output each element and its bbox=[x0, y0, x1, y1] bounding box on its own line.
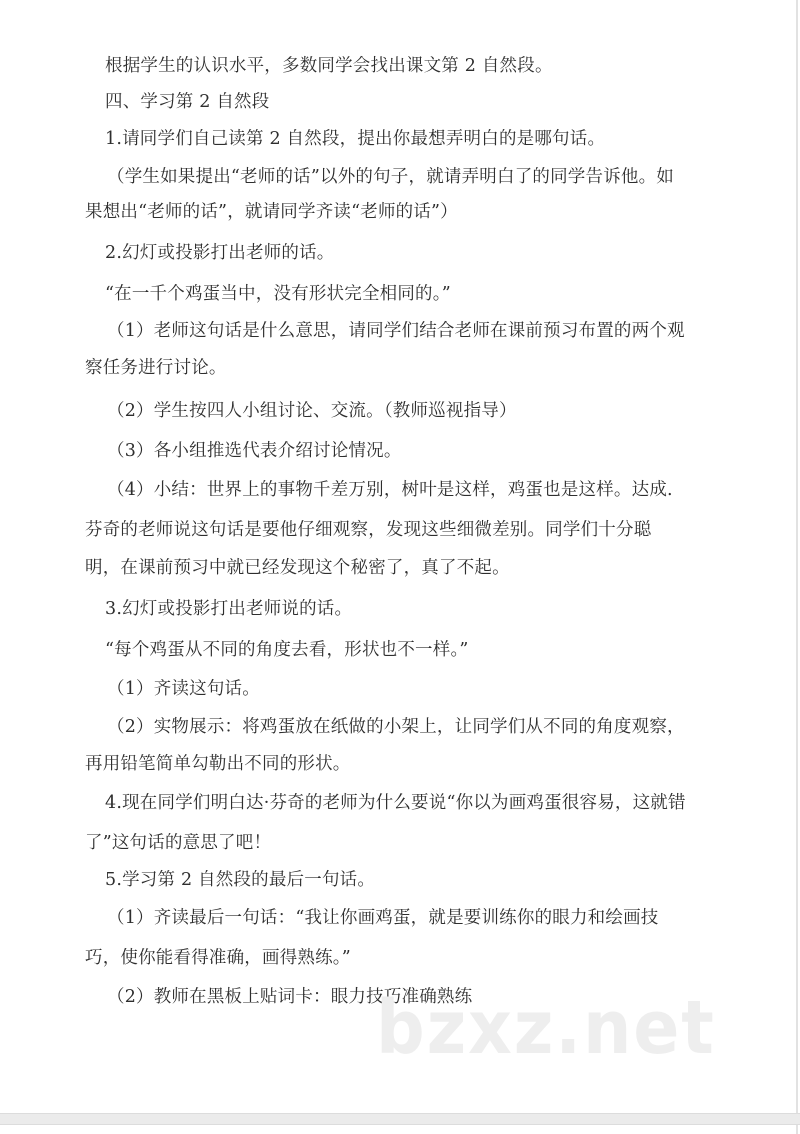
paragraph-line: 根据学生的认识水平，多数同学会找出课文第 2 自然段。 bbox=[105, 56, 553, 76]
paragraph-line: （2）教师在黑板上贴词卡：眼力技巧准确熟练 bbox=[107, 987, 473, 1007]
quote-line: “每个鸡蛋从不同的角度去看，形状也不一样。” bbox=[105, 640, 469, 660]
paragraph-line: （2）学生按四人小组讨论、交流。（教师巡视指导） bbox=[107, 401, 517, 421]
step-heading: 1.请同学们自己读第 2 自然段，提出你最想弄明白的是哪句话。 bbox=[105, 129, 606, 149]
paragraph-line: （1）老师这句话是什么意思，请同学们结合老师在课前预习布置的两个观 bbox=[107, 321, 685, 341]
paragraph-line: （1）齐读这句话。 bbox=[107, 679, 260, 699]
step-heading: 4.现在同学们明白达·芬奇的老师为什么要说“你以为画鸡蛋很容易，这就错 bbox=[105, 793, 686, 813]
paragraph-line: 芬奇的老师说这句话是要他仔细观察，发现这些细微差别。同学们十分聪 bbox=[85, 520, 652, 540]
watermark: bzxz.net bbox=[376, 985, 716, 1071]
section-heading: 四、学习第 2 自然段 bbox=[105, 92, 270, 112]
paragraph-line: 察任务进行讨论。 bbox=[85, 358, 227, 378]
paragraph-line: （学生如果提出“老师的话”以外的句子，就请弄明白了的同学告诉他。如 bbox=[107, 167, 674, 187]
paragraph-line: （2）实物展示：将鸡蛋放在纸做的小架上，让同学们从不同的角度观察， bbox=[107, 717, 685, 737]
page-separator bbox=[0, 1113, 800, 1125]
paragraph-line: （4）小结：世界上的事物千差万别，树叶是这样，鸡蛋也是这样。达成. bbox=[107, 480, 673, 500]
paragraph-line: 明，在课前预习中就已经发现这个秘密了，真了不起。 bbox=[85, 558, 510, 578]
paragraph-line: （3）各小组推选代表介绍讨论情况。 bbox=[107, 441, 402, 461]
quote-line: “在一千个鸡蛋当中，没有形状完全相同的。” bbox=[105, 284, 451, 304]
step-heading: 2.幻灯或投影打出老师的话。 bbox=[105, 243, 335, 263]
next-page-edge bbox=[0, 1125, 798, 1134]
paragraph-line: （1）齐读最后一句话：“我让你画鸡蛋，就是要训练你的眼力和绘画技 bbox=[107, 908, 659, 928]
step-heading: 3.幻灯或投影打出老师说的话。 bbox=[105, 599, 353, 619]
paragraph-line: 了”这句话的意思了吧！ bbox=[85, 833, 272, 853]
paragraph-line: 果想出“老师的话”，就请同学齐读“老师的话”） bbox=[85, 202, 458, 222]
step-heading: 5.学习第 2 自然段的最后一句话。 bbox=[105, 870, 376, 890]
paragraph-line: 巧，使你能看得准确，画得熟练。” bbox=[85, 948, 351, 968]
paragraph-line: 再用铅笔简单勾勒出不同的形状。 bbox=[85, 754, 351, 774]
